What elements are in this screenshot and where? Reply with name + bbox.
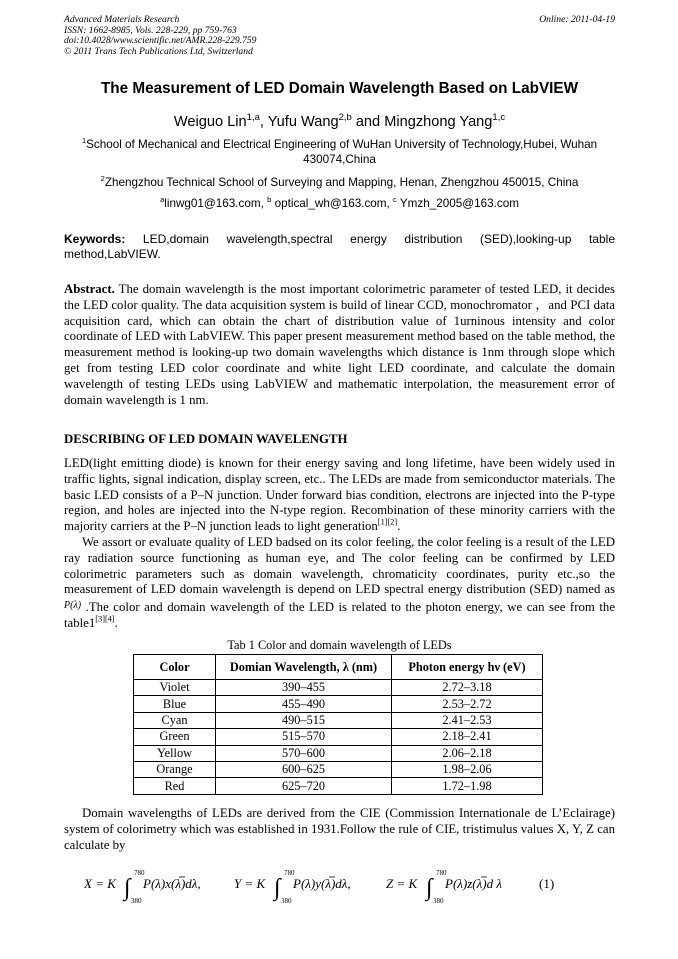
- author-name: Mingzhong Yang: [384, 114, 493, 130]
- integral-sign: ∫: [274, 875, 281, 901]
- abstract: [64, 282, 615, 408]
- author-separator: and: [351, 114, 385, 130]
- email-sup: b: [267, 195, 272, 205]
- table-cell: Violet: [134, 680, 216, 696]
- table-cell: 1.72–1.98: [392, 778, 543, 794]
- author-sup: 1,c: [492, 112, 506, 124]
- table-cell: 515–570: [216, 729, 392, 745]
- paragraph-text: LED(light emitting diode) is known for their energy saving and long lifetime, have been widely used in traffic lights, signal indication, display screen, etc.. The LEDs are made from semiconductor materials. The basic LED consists of a P–N junction. Under forward bias condition, electrons are injected into the P-type region, and holes are injected into the N-type region. Recombination of these minority carriers with the majority carriers at the P–N junction leads to light generation: [64, 456, 615, 534]
- abstract-label: Abstract.: [64, 282, 115, 296]
- table-cell: 2.18–2.41: [392, 729, 543, 745]
- paragraph-end: .: [114, 615, 118, 630]
- email-sup: a: [160, 195, 165, 205]
- eq-lower-limit: 380: [131, 897, 142, 905]
- eq-y-body: P(λ)y(λ)dλ,: [293, 876, 351, 891]
- paragraph-text: .The color and domain wavelength of the LED is related to the photon energy, we can see from the table1: [64, 600, 615, 630]
- table-cell: Blue: [134, 696, 216, 712]
- table-cell: 570–600: [216, 745, 392, 761]
- affiliation-sup: 2: [100, 174, 105, 184]
- paragraph-end: .: [397, 519, 401, 534]
- table-row: [134, 680, 543, 696]
- integral-sign: ∫: [426, 875, 433, 901]
- body-paragraph-2: [64, 535, 615, 632]
- table-cell: Cyan: [134, 712, 216, 728]
- eq-z-lhs: Z = K: [386, 876, 418, 891]
- sed-symbol: P(λ): [64, 600, 82, 612]
- running-header: [64, 15, 615, 57]
- table-row: [134, 745, 543, 761]
- author-sup: 1,a: [246, 112, 260, 124]
- table-cell: 490–515: [216, 712, 392, 728]
- table-cell: 390–455: [216, 680, 392, 696]
- body-paragraph-3: Domain wavelengths of LEDs are derived from the CIE (Commission Internationale de L’Eclairage) system of colorimetry which was established in 1931.Follow the rule of CIE, tristimulus values X, Y, Z can calculate by: [64, 806, 615, 852]
- table-header: Domian Wavelength, λ (nm): [216, 655, 392, 680]
- keywords: [64, 232, 615, 262]
- section-heading: DESCRIBING OF LED DOMAIN WAVELENGTH: [64, 432, 348, 446]
- table-cell: 2.06–2.18: [392, 745, 543, 761]
- equation-1: [84, 866, 614, 906]
- author-line: [64, 114, 615, 130]
- table-cell: 1.98–2.06: [392, 761, 543, 777]
- citation-ref: [1][2]: [377, 517, 398, 527]
- table-header: Color: [134, 655, 216, 680]
- abstract-text: The domain wavelength is the most important colorimetric parameter of tested LED, it decides the LED color quality. The data acquisition system is build of linear CCD, monochromator ，and PCI data acquisition card, which can obtain the chart of distribution value of 1urninous intensity and color coordinate of LED with LabVIEW. This paper present measurement method based on the table method, the measurement method is looking-up two domain wavelengths which distance is 1nm through slope which get from testing LED color coordinate and white light LED coordinate, and calculate the domain wavelength of testing LEDs using LabVIEW and mathematic interpolation, the measurement error of domain wavelength is 1 nm.: [64, 282, 615, 407]
- eq-x-body: P(λ)x(λ)dλ,: [143, 876, 201, 891]
- author-name: Yufu Wang: [267, 114, 339, 130]
- issn-line: ISSN: 1662-8985, Vols. 228-229, pp 759-763: [64, 24, 237, 36]
- table-row: [134, 696, 543, 712]
- affiliation-2: [64, 175, 615, 190]
- eq-y-lhs: Y = K: [234, 876, 266, 891]
- wavelength-table: [133, 654, 543, 795]
- paragraph-text: We assort or evaluate quality of LED badsed on its color feeling, the color feeling is a result of the LED ray radiation source functioning as human eye, and The color feeling can be confirmed by LED colorimetric parameters such as domain wavelength, chromaticity coordinates, purity etc.,so the measurement of LED domain wavelength is depend on LED spectral energy distribution (SED) named as: [64, 535, 615, 597]
- table-cell: Red: [134, 778, 216, 794]
- paper-title: The Measurement of LED Domain Wavelength Based on LabVIEW: [100, 80, 579, 97]
- eq-upper-limit: 780: [436, 869, 447, 877]
- table-header-row: [134, 655, 543, 680]
- table-cell: Yellow: [134, 745, 216, 761]
- doi-line: doi:10.4028/www.scientific.net/AMR.228-229.759: [64, 35, 257, 46]
- table-cell: 2.41–2.53: [392, 712, 543, 728]
- eq-x-lhs: X = K: [84, 876, 116, 891]
- affiliation-text: Zhengzhou Technical School of Surveying and Mapping, Henan, Zhengzhou 450015, China: [104, 176, 579, 189]
- table-caption: Tab 1 Color and domain wavelength of LEDs: [227, 638, 452, 652]
- eq-upper-limit: 780: [284, 869, 295, 877]
- eq-z-body: P(λ)z(λ)d λ: [445, 876, 502, 891]
- copyright-line: © 2011 Trans Tech Publications Ltd, Switzerland: [64, 45, 253, 57]
- table-row: [134, 778, 543, 794]
- email-text: linwg01@163.com,: [164, 197, 268, 210]
- citation-ref: [3][4]: [95, 614, 115, 624]
- table-cell: Green: [134, 729, 216, 745]
- affiliation-1: [64, 137, 615, 167]
- email-text: Ymzh_2005@163.com: [396, 197, 519, 210]
- table-cell: Orange: [134, 761, 216, 777]
- author-sup: 2,b: [338, 112, 352, 124]
- affiliation-sup: 1: [81, 136, 87, 146]
- table-cell: 625–720: [216, 778, 392, 794]
- integral-sign: ∫: [124, 875, 131, 901]
- table-cell: 2.53–2.72: [392, 696, 543, 712]
- eq-lower-limit: 380: [433, 897, 444, 905]
- keywords-text: LED,domain wavelength,spectral energy distribution (SED),looking-up table method,LabVIEW.: [64, 232, 615, 261]
- eq-lower-limit: 380: [281, 897, 292, 905]
- table-row: [134, 729, 543, 745]
- table-header: Photon energy hν (eV): [392, 655, 543, 680]
- author-separator: ,: [259, 114, 268, 130]
- author-name: Weiguo Lin: [173, 114, 247, 130]
- table-cell: 600–625: [216, 761, 392, 777]
- table-cell: 455–490: [216, 696, 392, 712]
- keywords-label: Keywords:: [64, 232, 126, 246]
- email-line: [64, 196, 615, 211]
- email-text: optical_wh@163.com,: [271, 197, 394, 210]
- online-date: Online: 2011-04-19: [539, 14, 615, 25]
- affiliation-text: School of Mechanical and Electrical Engineering of WuHan University of Technology,Hubei, Wuhan 430074,China: [86, 138, 598, 166]
- email-sup: c: [393, 195, 397, 205]
- equation-number: (1): [539, 876, 555, 891]
- table-cell: 2.72–3.18: [392, 680, 543, 696]
- eq-upper-limit: 780: [134, 869, 145, 877]
- table-row: [134, 712, 543, 728]
- body-paragraph-1: [64, 456, 615, 535]
- journal-name: Advanced Materials Research: [64, 14, 180, 25]
- table-row: [134, 761, 543, 777]
